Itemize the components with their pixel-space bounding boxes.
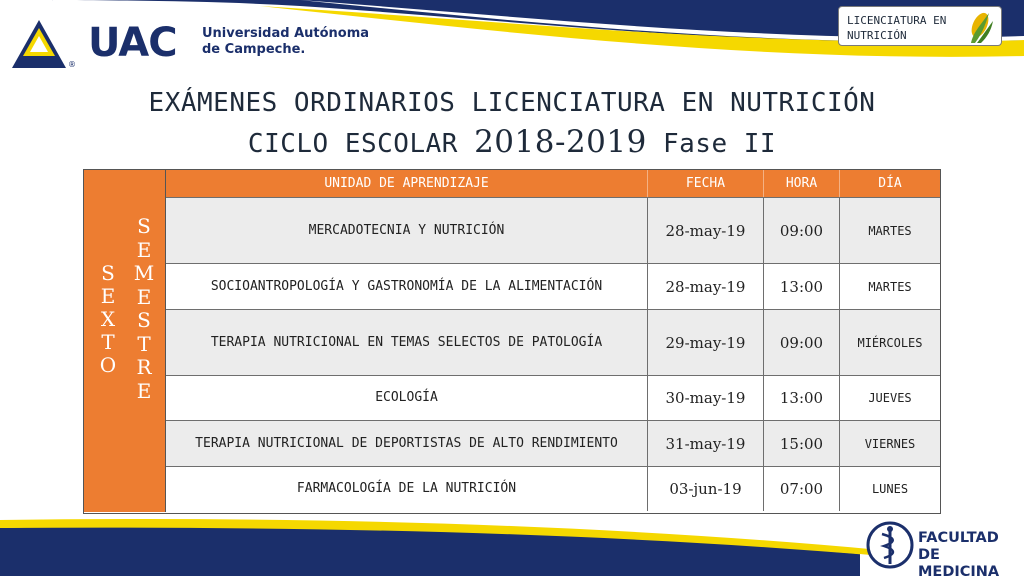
semestre-letter: E (136, 284, 152, 309)
date-cell: 31-may-19 (648, 421, 764, 466)
hour-cell: 13:00 (764, 264, 840, 309)
table-row (166, 421, 940, 467)
header-day: DÍA (878, 176, 902, 191)
semestre-label (130, 215, 158, 403)
page-title: EXÁMENES ORDINARIOS LICENCIATURA EN NUTRICIÓN (148, 88, 876, 118)
header-hour: HORA (764, 170, 840, 197)
faculty-name (918, 530, 1016, 576)
table-row (166, 467, 940, 511)
subtitle-prefix: CICLO ESCOLAR (247, 129, 475, 159)
faculty-name-line1: FACULTAD DE (918, 530, 999, 563)
semester-label-column (84, 170, 166, 512)
sexto-letter: O (99, 353, 117, 377)
subject-cell: TERAPIA NUTRICIONAL EN TEMAS SELECTOS DE PATOLOGÍA (166, 310, 648, 375)
uac-letters: UAC (88, 20, 177, 66)
table-row (166, 264, 940, 310)
subject-cell: ECOLOGÍA (166, 376, 648, 420)
badge-line1: LICENCIATURA EN (847, 14, 947, 27)
university-name (202, 26, 372, 58)
day-cell: VIERNES (864, 436, 916, 451)
date-cell: 28-may-19 (648, 198, 764, 263)
exam-schedule-table (83, 169, 941, 514)
hour-cell: 15:00 (764, 421, 840, 466)
semestre-letter: M (133, 261, 155, 285)
sexto-label (94, 262, 122, 377)
table-row (166, 376, 940, 421)
table-header-row (166, 170, 940, 198)
badge-line2: NUTRICIÓN (847, 29, 907, 42)
sexto-letter: S (101, 261, 115, 285)
corn-icon (963, 9, 997, 45)
subject-cell: FARMACOLOGÍA DE LA NUTRICIÓN (166, 467, 648, 511)
faculty-logo (866, 520, 1016, 576)
sexto-letter: E (100, 284, 116, 308)
day-cell: JUEVES (868, 391, 912, 405)
caduceus-icon (866, 520, 914, 570)
hour-cell: 07:00 (764, 467, 840, 511)
semestre-letter: E (136, 237, 152, 262)
day-cell: MIÉRCOLES (857, 335, 923, 350)
hour-cell: 13:00 (764, 376, 840, 420)
sexto-letter: T (101, 330, 115, 354)
university-name-line1: Universidad Autónoma (202, 26, 370, 41)
university-name-line2: de Campeche. (202, 42, 306, 57)
semestre-letter: T (137, 331, 151, 356)
header-date: FECHA (648, 170, 764, 197)
program-badge (838, 6, 1002, 46)
uac-logo (10, 14, 370, 74)
faculty-name-line2: MEDICINA (918, 564, 1000, 576)
semestre-letter: S (137, 214, 151, 238)
sexto-letter: X (100, 307, 116, 331)
hour-cell: 09:00 (764, 198, 840, 263)
day-cell: LUNES (871, 482, 909, 496)
hour-cell: 09:00 (764, 310, 840, 375)
triangle-logo-icon (10, 18, 68, 72)
date-cell: 30-may-19 (648, 376, 764, 420)
schedule-grid (166, 170, 940, 511)
header-subject: UNIDAD DE APRENDIZAJE (166, 170, 648, 197)
subject-cell: SOCIOANTROPOLOGÍA Y GASTRONOMÍA DE LA ALIMENTACIÓN (166, 264, 648, 309)
subject-cell: MERCADOTECNIA Y NUTRICIÓN (166, 198, 648, 263)
semestre-letter: S (137, 308, 151, 332)
date-cell: 03-jun-19 (648, 467, 764, 511)
table-row (166, 198, 940, 264)
subtitle-suffix: Fase II (646, 129, 777, 159)
registered-mark: ® (68, 60, 76, 69)
table-row (166, 310, 940, 376)
day-cell: MARTES (868, 223, 912, 238)
day-cell: MARTES (868, 279, 912, 294)
semestre-letter: E (136, 378, 152, 403)
subtitle-year: 2018-2019 (474, 124, 647, 160)
semestre-letter: R (136, 355, 152, 379)
date-cell: 28-may-19 (648, 264, 764, 309)
page-subtitle (0, 124, 1024, 160)
badge-text (847, 13, 969, 43)
subject-cell: TERAPIA NUTRICIONAL DE DEPORTISTAS DE ALTO RENDIMIENTO (166, 421, 648, 466)
date-cell: 29-may-19 (648, 310, 764, 375)
